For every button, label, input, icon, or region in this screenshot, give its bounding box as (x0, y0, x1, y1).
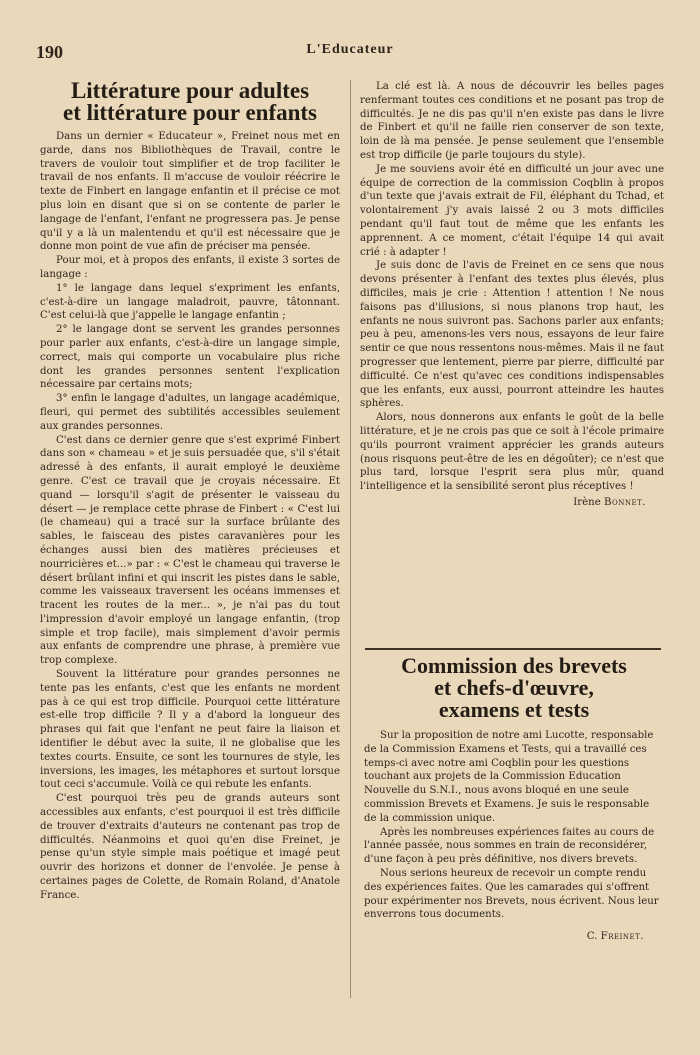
left-column (40, 80, 340, 903)
signature-initial: C. (586, 931, 598, 943)
article1-paragraph: 2° le langage dont se servent les grandes personnes pour parler aux enfants, c'est-à-dire un langage simple, correct, mais qui comporte un vocabulaire plus riche dont les grandes personnes sentent l'explication nécessaire par certains mots; (40, 324, 340, 391)
article2-body (364, 729, 664, 922)
article1-title (40, 80, 340, 124)
article2-title (364, 655, 664, 721)
article1-body-left (40, 130, 340, 903)
article1-paragraph: C'est dans ce dernier genre que s'est exprimé Finbert dans son « chameau » et je suis persuadée que, s'il s'était adressé à des enfants, il aurait employé le deuxième genre. C'est ce travail que je croyais nécessaire. Et quand — lorsqu'il s'agit de présenter le vaisseau du désert — je remplace cette phrase de Finbert : « C'est lui (le chameau) qui a tracé sur la surface brûlante des sables, le faisceau des pistes caravanières pour les échanges aussi bien des matières précieuses et nourricières et...» par : « C'est le chameau qui traverse le désert brûlant infini et qui inscrit les pistes dans le sable, comme les vaisseaux traversent les océans immenses et tracent les routes de la mer... », je n'ai pas du tout l'impression d'avoir employé un langage enfantin, (trop simple et trop facile), mais simplement d'avoir permis aux enfants de comprendre une phrase, à première vue trop complexe. (40, 434, 340, 667)
article1-paragraph: 3° enfin le langage d'adultes, un langage académique, fleuri, qui permet des subtilités accessibles seulement aux grandes personnes. (40, 393, 340, 432)
running-title: L'Educateur (306, 42, 394, 57)
article1-paragraph: C'est pourquoi très peu de grands auteurs sont accessibles aux enfants, c'est pourquoi il est très difficile de trouver d'extraits d'auteurs ne contenant pas trop de difficultés. Néanmoins et quoi qu'en dise Freinet, je pense qu'un style simple mais poétique et imagé peut ouvrir des horizons et donner de l'envolée. Je pense à certaines pages de Colette, de Romain Roland, d'Anatole France. (40, 793, 340, 901)
article1-paragraph: La clé est là. A nous de découvrir les belles pages renfermant toutes ces conditions et ne posant pas trop de difficultés. Je ne dis pas qu'il n'en existe pas dans le livre de Finbert et qu'il ne faille rien conserver de son texte, loin de là ma pensée. Je pense seulement que l'ensemble est trop difficile (je parle toujours du style). (360, 81, 664, 161)
article2-paragraph: Sur la proposition de notre ami Lucotte, responsable de la Commission Examens et Tests, qui a travaillé ces temps-ci avec notre ami Coqblin pour les questions touchant aux projets de la Commission Education Nouvelle du S.N.I., nous avons bloqué en une seule commission Brevets et Examens. Je suis le responsable de la commission unique. (364, 730, 654, 824)
article1-paragraph: Pour moi, et à propos des enfants, il existe 3 sortes de langage : (40, 255, 340, 280)
section-rule (365, 648, 661, 650)
article1-title-line2: et littérature pour enfants (62, 100, 318, 125)
article2-paragraph: Nous serions heureux de recevoir un compte rendu des expériences faites. Que les camarades qui s'offrent pour expérimenter nos Brevets, nous écrivent. Nous leur enverrons tous documents. (364, 867, 659, 921)
signature-last-name: Bonnet. (604, 496, 646, 508)
article1-paragraph: Alors, nous donnerons aux enfants le goût de la belle littérature, et je ne crois pas que ce soit à l'école primaire qu'ils pourront vraiment apprécier les grands auteurs (nous risquons peut-être de les en dégoûter); ce n'est que plus tard, lorsque l'esprit sera plus mûr, quand l'intelligence et la sensibilité seront plus réceptives ! (360, 412, 664, 493)
signature-first-name: Irène (573, 496, 601, 508)
article1-signature (360, 496, 664, 510)
article2-signature (364, 930, 664, 944)
page-number: 190 (36, 42, 63, 62)
column-divider (350, 80, 351, 998)
article2-paragraph: Après les nombreuses expériences faites au cours de l'année passée, nous sommes en train de reconsidérer, d'une façon à peu près définitive, nos divers brevets. (364, 826, 655, 866)
article2 (364, 655, 664, 944)
article1-paragraph: Je me souviens avoir été en difficulté un jour avec une équipe de correction de la commission Coqblin à propos d'un texte que j'avais extrait de Fil, éléphant du Tchad, et volontairement j'y avais laissé 2 ou 3 mots difficiles pendant qu'il faut tout de même que les enfants les apprennent. A ce moment, c'était l'équipe 14 qui avait crié : à adapter ! (360, 163, 664, 258)
article1-title-line1: Littérature pour adultes (70, 78, 310, 103)
article1-body-right (360, 80, 664, 494)
signature-last-name: Freinet. (600, 931, 644, 943)
right-column (360, 80, 664, 510)
article2-title-line3: examens et tests (438, 697, 590, 722)
article1-paragraph: Souvent la littérature pour grandes personnes ne tente pas les enfants, c'est que les enfants ne mordent pas à ce qui est trop difficile. Pourquoi cette littérature est-elle trop difficile ? Il y a d'abord la longueur des phrases qui fait que l'enfant ne peut faire la liaison et identifier le début avec la suite, il ne globalise que les textes courts. Ensuite, ce sont les tournures de style, les inversions, les images, les métaphores et surtout lorsque tout ceci s'accumule. Voilà ce qui rebute les enfants. (40, 669, 340, 791)
article1-paragraph: Je suis donc de l'avis de Freinet en ce sens que nous devons présenter à l'enfant des textes plus élevés, plus difficiles, mais je crie : Attention ! attention ! Ne nous faisons pas d'illusions, si nous planons trop haut, les enfants ne nous suivront pas. Sachons parler aux enfants; peu à peu, amenons-les vers nous, essayons de leur faire sentir ce que nous ressentons nous-mêmes. Mais il ne faut progresser que lentement, pierre par pierre, difficulté par difficulté. Ce n'est qu'avec ces conditions indispensables que les enfants, eux aussi, pourront atteindre les hautes sphères. (360, 260, 664, 410)
article1-paragraph: Dans un dernier « Educateur », Freinet nous met en garde, dans nos Bibliothèques de Travail, contre le travers de vouloir tout simplifier et de trop faciliter le travail de nos enfants. Il m'accuse de vouloir réécrire le texte de Finbert en langage enfantin et il précise ce mot plus loin en disant que si on se contente de parler le langage de l'enfant, l'enfant ne progressera pas. Je pense qu'il y a là un malentendu et qu'il est nécessaire que je donne mon point de vue afin de préciser ma pensée. (40, 131, 340, 253)
article2-title-line2: et chefs-d'œuvre, (434, 675, 594, 700)
article2-title-line1: Commission des brevets (401, 653, 627, 678)
article1-paragraph: 1° le langage dans lequel s'expriment les enfants, c'est-à-dire un langage maladroit, pauvre, tâtonnant. C'est celui-là que j'appelle le langage enfantin ; (40, 282, 340, 322)
